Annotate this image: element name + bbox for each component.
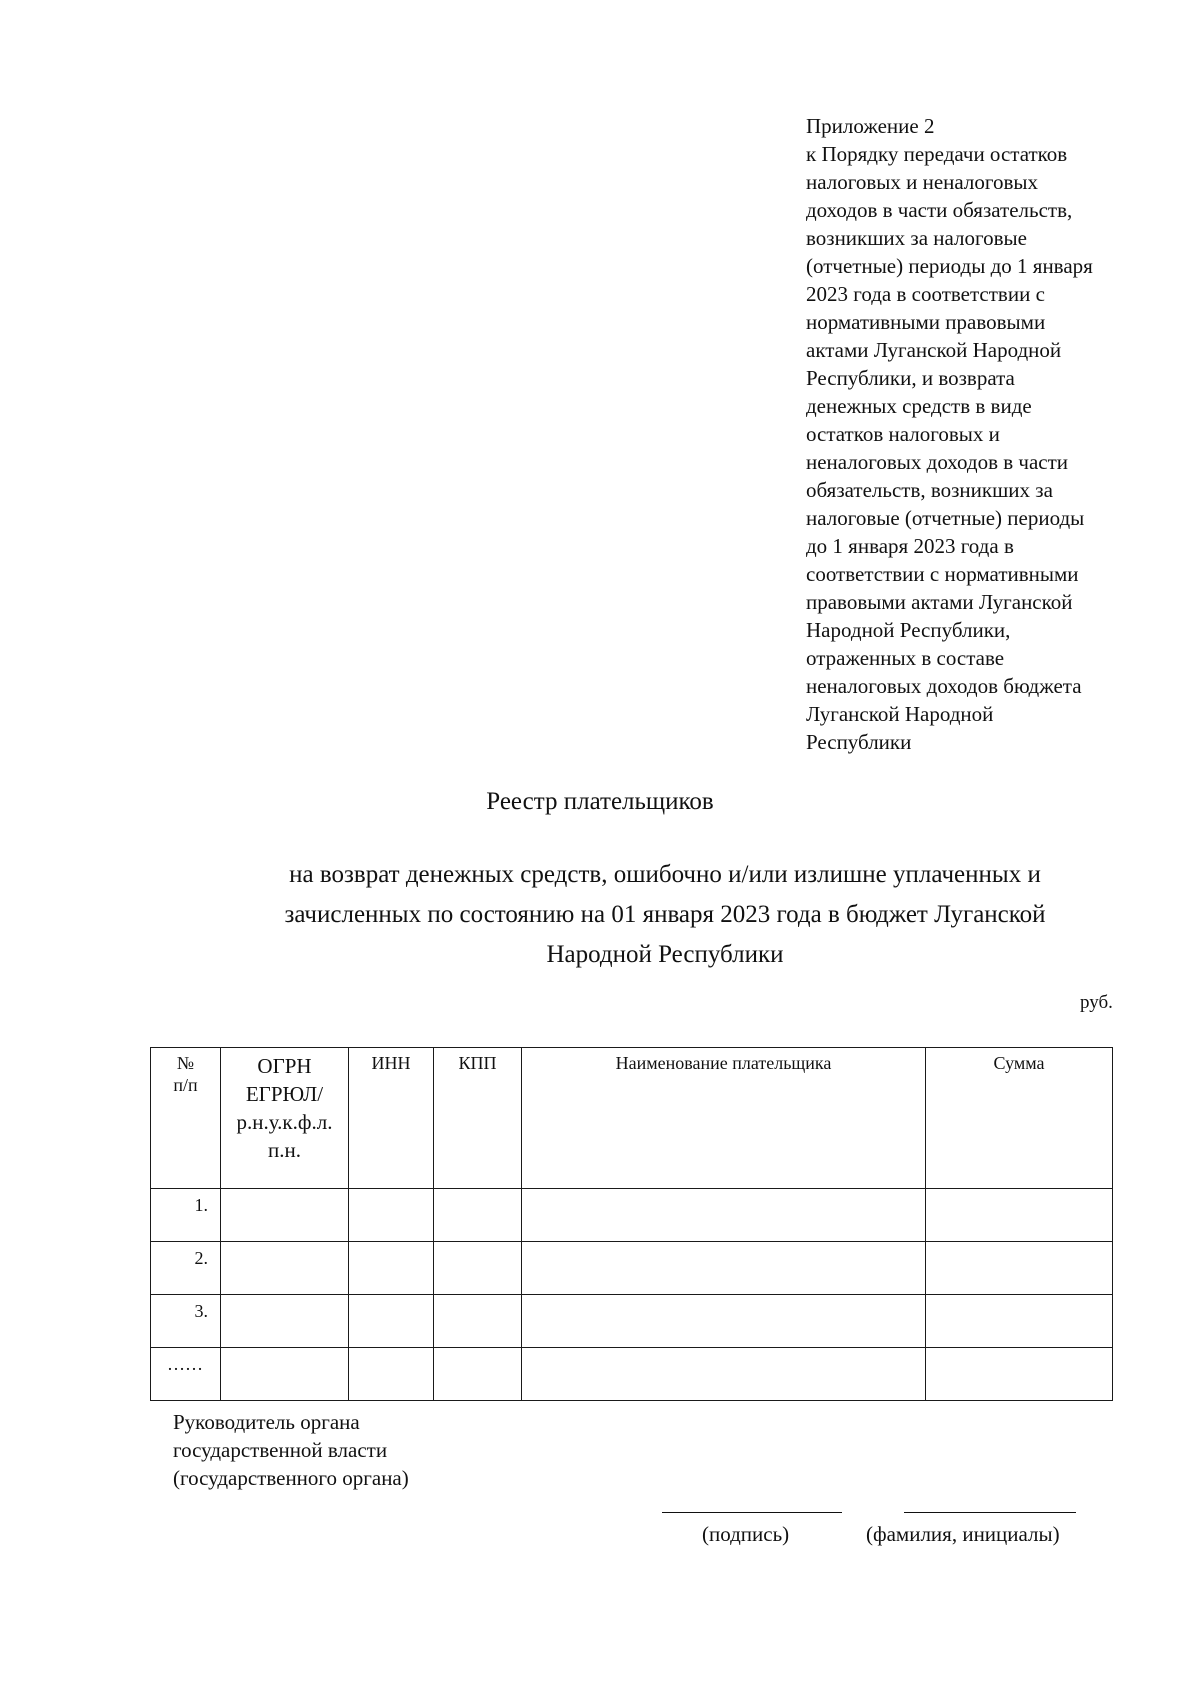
cell-payer-name [522, 1189, 926, 1242]
cell-amount [926, 1189, 1113, 1242]
signer-line: государственной власти [173, 1438, 388, 1462]
header-ogrn: ОГРН ЕГРЮЛ/ р.н.у.к.ф.л. п.н. [221, 1048, 349, 1189]
cell-amount [926, 1295, 1113, 1348]
name-caption: (фамилия, инициалы) [866, 1522, 1060, 1546]
table-row [151, 1242, 1113, 1295]
subtitle-line: на возврат денежных средств, ошибочно и/или излишне уплаченных и [289, 861, 1041, 888]
appendix-line: остатков налоговых и [806, 422, 1000, 446]
subtitle-line: зачисленных по состоянию на 01 января 2023 года в бюджет Луганской [284, 901, 1046, 928]
cell-ogrn [221, 1189, 349, 1242]
cell-inn [349, 1189, 434, 1242]
cell-ogrn [221, 1348, 349, 1401]
signature-caption: (подпись) [702, 1522, 790, 1546]
signer-line: Руководитель органа [173, 1410, 360, 1434]
cell-inn [349, 1242, 434, 1295]
signer-title [173, 1408, 409, 1492]
cell-kpp [434, 1242, 522, 1295]
cell-inn [349, 1295, 434, 1348]
appendix-line: нормативными правовыми [806, 310, 1046, 334]
cell-payer-name [522, 1242, 926, 1295]
signer-line: (государственного органа) [173, 1466, 409, 1490]
cell-kpp [434, 1348, 522, 1401]
appendix-line: (отчетные) периоды до 1 января [806, 254, 1093, 278]
appendix-line: налоговых и неналоговых [806, 170, 1038, 194]
header-payer-name: Наименование плательщика [522, 1048, 926, 1189]
table-row [151, 1295, 1113, 1348]
appendix-line: обязательств, возникших за [806, 478, 1053, 502]
currency-units: руб. [1080, 992, 1113, 1013]
table-row [151, 1348, 1113, 1401]
cell-kpp [434, 1189, 522, 1242]
header-number: № п/п [151, 1048, 221, 1189]
appendix-line: 2023 года в соответствии с [806, 282, 1045, 306]
appendix-line: соответствии с нормативными [806, 562, 1079, 586]
cell-amount [926, 1242, 1113, 1295]
appendix-line: возникших за налоговые [806, 226, 1027, 250]
cell-number: 1. [151, 1189, 221, 1242]
appendix-line: к Порядку передачи остатков [806, 142, 1068, 166]
name-line [904, 1512, 1076, 1513]
document-title: Реестр плательщиков [486, 788, 714, 815]
cell-number: …… [151, 1348, 221, 1401]
signature-line [662, 1512, 842, 1513]
cell-ogrn [221, 1295, 349, 1348]
appendix-line: налоговые (отчетные) периоды [806, 506, 1085, 530]
header-kpp: КПП [434, 1048, 522, 1189]
table-row [151, 1189, 1113, 1242]
cell-payer-name [522, 1348, 926, 1401]
appendix-line: Народной Республики, [806, 618, 1011, 642]
appendix-line: Республики [806, 730, 912, 754]
cell-kpp [434, 1295, 522, 1348]
appendix-line: Луганской Народной [806, 702, 994, 726]
cell-number: 3. [151, 1295, 221, 1348]
subtitle-line: Народной Республики [546, 941, 784, 968]
appendix-line: отраженных в составе [806, 646, 1005, 670]
document-subtitle [220, 855, 1110, 975]
appendix-line: до 1 января 2023 года в [806, 534, 1014, 558]
appendix-line: Республики, и возврата [806, 366, 1015, 390]
cell-inn [349, 1348, 434, 1401]
appendix-line: правовыми актами Луганской [806, 590, 1073, 614]
appendix-line: неналоговых доходов в части [806, 450, 1069, 474]
appendix-note [806, 112, 1166, 756]
header-amount: Сумма [926, 1048, 1113, 1189]
header-inn: ИНН [349, 1048, 434, 1189]
appendix-line: актами Луганской Народной [806, 338, 1062, 362]
cell-payer-name [522, 1295, 926, 1348]
appendix-line: денежных средств в виде [806, 394, 1032, 418]
table-header-row [151, 1048, 1113, 1189]
appendix-line: неналоговых доходов бюджета [806, 674, 1082, 698]
cell-number: 2. [151, 1242, 221, 1295]
appendix-line: доходов в части обязательств, [806, 198, 1073, 222]
cell-ogrn [221, 1242, 349, 1295]
payers-register-table [150, 1047, 1113, 1401]
cell-amount [926, 1348, 1113, 1401]
appendix-line: Приложение 2 [806, 114, 935, 138]
